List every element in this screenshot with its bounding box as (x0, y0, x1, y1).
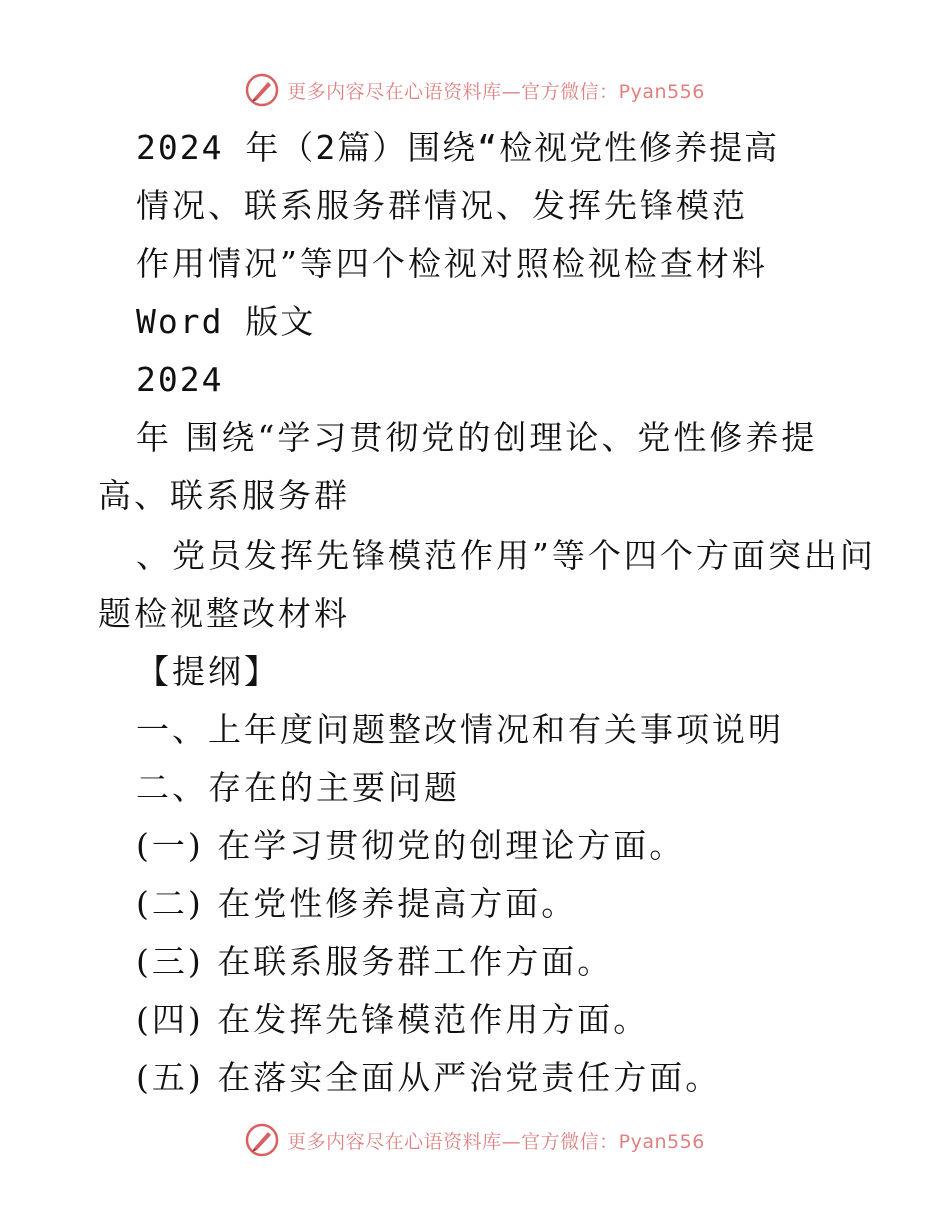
watermark-banner-bottom (0, 1118, 950, 1162)
title-line-2: 情况、联系服务群情况、发挥先锋模范 (136, 186, 748, 225)
subtitle-line-1: 年 围绕“学习贯彻党的创理论、党性修养提 (136, 418, 818, 457)
subtitle-line-2: 高、联系服务群 (98, 476, 350, 515)
outline-item-4: (二) 在党性修养提高方面。 (136, 884, 578, 923)
outline-heading: 【提纲】 (136, 652, 280, 691)
outline-item-1: 一、上年度问题整改情况和有关事项说明 (136, 710, 784, 749)
watermark-text: 更多内容尽在心语资料库—官方微信：Pyan556 (287, 1130, 705, 1153)
watermark-text: 更多内容尽在心语资料库—官方微信：Pyan556 (287, 80, 705, 103)
title-line-4: Word 版文 (136, 302, 316, 341)
year-line: 2024 (136, 360, 224, 399)
outline-item-7: (五) 在落实全面从严治党责任方面。 (136, 1058, 722, 1097)
watermark-content (245, 1123, 705, 1157)
outline-item-3: (一) 在学习贯彻党的创理论方面。 (136, 826, 686, 865)
outline-item-2: 二、存在的主要问题 (136, 768, 460, 807)
title-line-1: 2024 年（2篇）围绕“检视党性修养提高 (136, 128, 780, 167)
outline-item-5: (三) 在联系服务群工作方面。 (136, 942, 614, 981)
feather-logo-icon (245, 1123, 279, 1157)
title-line-3: 作用情况”等四个检视对照检视检查材料 (136, 244, 768, 283)
subtitle-line-3: 、党员发挥先锋模范作用”等个四个方面突出问 (136, 536, 876, 575)
outline-item-6: (四) 在发挥先锋模范作用方面。 (136, 1000, 650, 1039)
subtitle-line-4: 题检视整改材料 (98, 594, 350, 633)
